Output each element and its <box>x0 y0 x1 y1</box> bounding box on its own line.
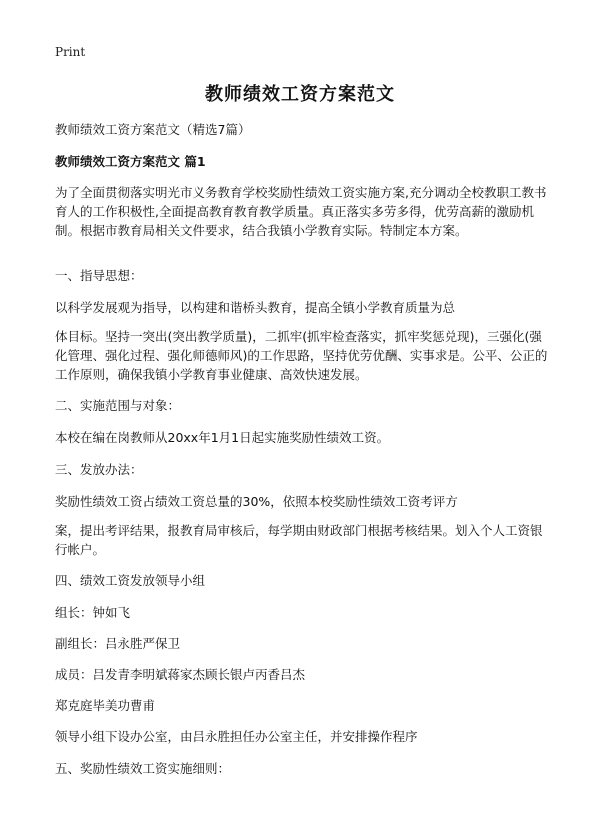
section-heading: 教师绩效工资方案范文 篇1 <box>55 154 206 169</box>
heading-leadership-group: 四、绩效工资发放领导小组 <box>55 573 206 588</box>
heading-guiding-thought: 一、指导思想： <box>55 268 143 283</box>
paragraph-method-1: 奖励性绩效工资占绩效工资总量的30%，依照本校奖励性绩效工资考评方 <box>55 494 458 509</box>
print-label: Print <box>55 45 86 59</box>
heading-method: 三、发放办法： <box>55 462 143 477</box>
paragraph-guide-1: 以科学发展观为指导，以构建和谐桥头教育，提高全镇小学教育质量为总 <box>55 300 456 315</box>
group-leader: 组长：钟如飞 <box>55 605 131 620</box>
group-members-continued: 郑克庭毕美功曹甫 <box>55 698 156 713</box>
heading-implementation-rules: 五、奖励性绩效工资实施细则： <box>55 761 231 776</box>
paragraph-guide-2: 体目标。坚持一突出(突出教学质量)，二抓牢(抓牢检查落实，抓牢奖惩兑现)，三强化(强化管理、强化过程、强化师德师风)的工作思路，坚持优劳优酬、实事求是。公平、公正的工作原则，确保我镇小学教育事业健康、高效快速发展。 <box>55 329 548 382</box>
document-subtitle: 教师绩效工资方案范文（精选7篇） <box>55 122 251 137</box>
paragraph-office: 领导小组下设办公室，由吕永胜担任办公室主任，并安排操作程序 <box>55 729 418 744</box>
paragraph-intro: 为了全面贯彻落实明光市义务教育学校奖励性绩效工资实施方案,充分调动全校教职工教书育人的工作积极性,全面提高教育教育教学质量。真正落实多劳多得，优劳高薪的激励机制。根据市教育局相关文件要求，结合我镇小学教育实际。特制定本方案。 <box>55 185 547 238</box>
paragraph-method-2: 案，提出考评结果，报教育局审核后，每学期由财政部门根据考核结果。划入个人工资银行帐户。 <box>55 523 543 557</box>
group-members: 成员：吕发青李明斌蒋家杰顾长银卢丙香吕杰 <box>55 667 306 682</box>
paragraph-scope: 本校在编在岗教师从20xx年1月1日起实施奖励性绩效工资。 <box>55 430 390 445</box>
group-vice-leader: 副组长：吕永胜严保卫 <box>55 636 181 651</box>
heading-scope: 二、实施范围与对象： <box>55 398 181 413</box>
document-title: 教师绩效工资方案范文 <box>205 84 395 105</box>
